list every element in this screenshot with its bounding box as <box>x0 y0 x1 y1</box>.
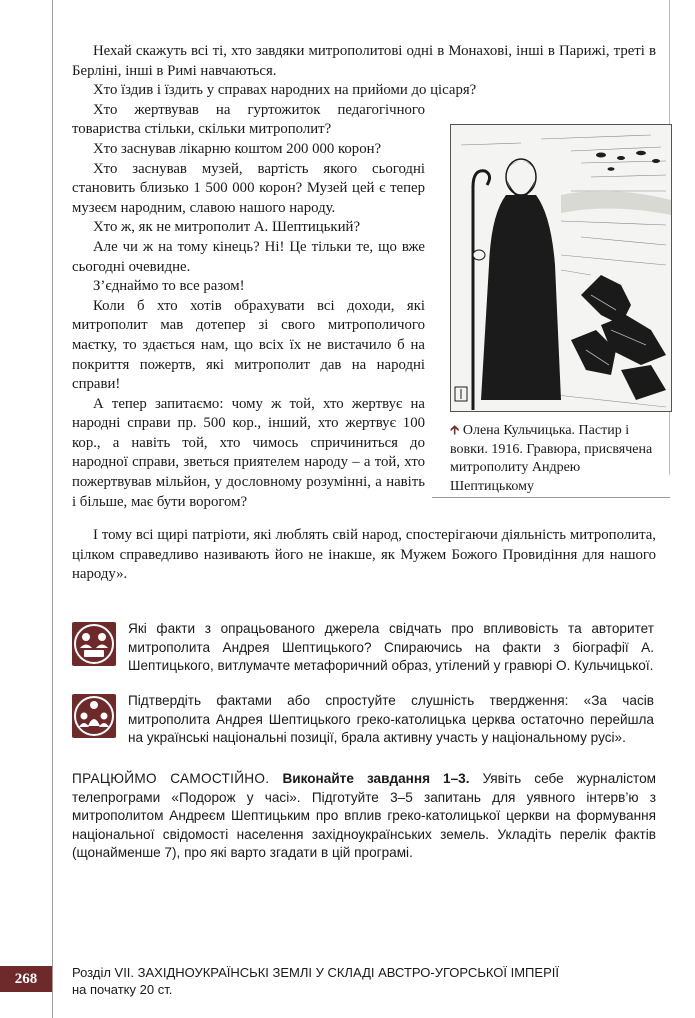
paragraph: Хто ж, як не митрополит А. Шептицький? <box>93 219 361 236</box>
footer-section-title: Розділ VII. ЗАХІДНОУКРАЇНСЬКІ ЗЕМЛІ У СКЛАДІ АВСТРО-УГОРСЬКОЇ ІМПЕРІЇ <box>72 965 559 980</box>
paragraph: Хто заснував лікарню коштом 200 000 корон? <box>93 140 382 157</box>
self-work-task <box>72 770 656 863</box>
family-circle-icon <box>72 694 116 738</box>
discussion-group-icon <box>72 622 116 666</box>
caption-divider <box>432 497 670 498</box>
paragraph: І тому всі щирі патріоти, які люблять свій народ, спостерігаючи діяльність митрополита, цілком справедливо називають його не інакше, як Мужем Божого Провидіння для нашого народу». <box>72 527 656 583</box>
paragraph: Нехай скажуть всі ті, хто завдяки митрополитові одні в Монахові, інші в Парижі, треті в Берліні, інші в Римі навчаються. <box>72 43 656 79</box>
paragraph: Хто їздив і їздить у справах народних на прийоми до цісаря? <box>93 82 477 99</box>
page-number: 268 <box>0 966 52 992</box>
task-text: Підтвердіть фактами або спростуйте слушність твердження: «За часів митрополита Андрея Шептицького греко-католицька церква остаточно перейшла на українські національні позиції, брала активну участь у національному русі». <box>128 693 654 746</box>
paragraph: А тепер запитаємо: чому ж той, хто жертвує на народні справи пр. 500 кор., інший, хто жертвує 100 кор., а навіть той, хто чимось спричиниться до народної справи, зветься приятелем народу – а той, хто пожертвував мільйон, у дословному розумінні, а навіть і більше, має бути ворогом? <box>72 395 425 510</box>
self-work-instruction: Виконайте завдання 1–3. <box>282 771 470 786</box>
self-work-text: Уявіть себе журналістом телепрограми «Подорож у часі». Підготуйте 3–5 запитань для уявного інтерв’ю з митрополитом Андреєм Шептицьким про вплив греко-католицької церкви на формування національної свідомості населення західноукраїнських земель. Укладіть перелік фактів (щонайменше 7), про які варто згадати в цій програмі. <box>72 771 656 861</box>
figure-caption <box>450 422 660 496</box>
task-question-1 <box>72 620 652 672</box>
caption-text: Олена Кульчицька. Пастир і вовки. 1916. Гравюра, присвячена митрополиту Андрею Шептицькому <box>450 423 653 494</box>
paragraph: Коли б хто хотів обрахувати всі доходи, які митрополит мав дотепер зі свого митрополичого маєтку, то здається нам, що всіх їх не вистачило б на покриття пожертв, які митрополит дав на народні справи! <box>72 297 425 393</box>
narrow-column <box>72 101 425 512</box>
self-work-heading: ПРАЦЮЙМО САМОСТІЙНО. <box>72 771 270 786</box>
paragraph: Хто жертвував на гуртожиток педагогічного товариства стільки, скільки митрополит? <box>72 101 425 138</box>
running-footer <box>72 964 662 998</box>
task-question-2 <box>72 692 652 752</box>
up-arrow-icon: 🡱 <box>450 423 460 438</box>
paragraph: Хто заснував музей, вартість якого сьогодні становить близько 1 500 000 корон? Музей цей є тепер музеєм народним, славою нашого народу. <box>72 160 425 216</box>
paragraph: Але чи ж на тому кінець? Ні! Це тільки те, що вже сьогодні очевидне. <box>72 238 425 275</box>
footer-subtitle: на початку 20 ст. <box>72 982 173 997</box>
closing-text <box>72 526 656 585</box>
engraving-image <box>450 124 672 412</box>
left-margin-rule <box>52 0 53 1018</box>
paragraph: З’єднаймо то все разом! <box>93 278 245 295</box>
task-text: Які факти з опрацьованого джерела свідчать про впливовість та авторитет митрополита Андрея Шептицького? Спираючись на факти з біографії А. Шептицького, витлумачте метафоричний образ, утілений у гравюрі О. Кульчицької. <box>128 621 654 674</box>
